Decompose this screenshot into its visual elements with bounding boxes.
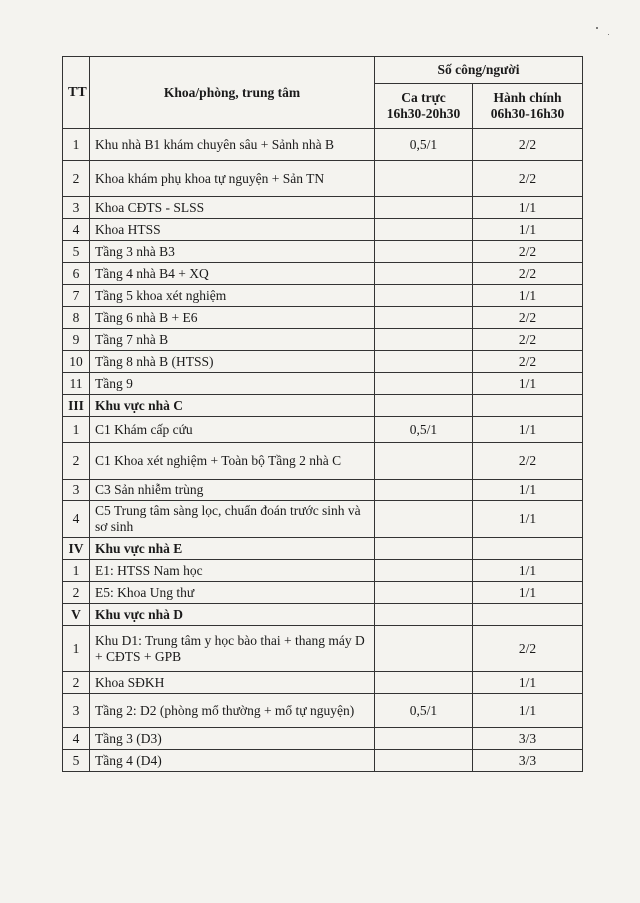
row-admin-value: 1/1 bbox=[473, 480, 583, 501]
header-shift-name: Ca trực bbox=[401, 90, 446, 105]
row-shift-value bbox=[375, 750, 473, 772]
row-number: 2 bbox=[63, 582, 90, 604]
table-row bbox=[63, 329, 583, 351]
row-department: Khu nhà B1 khám chuyên sâu + Sảnh nhà B bbox=[90, 129, 375, 161]
row-shift-value bbox=[375, 263, 473, 285]
table-row bbox=[63, 197, 583, 219]
row-department: C3 Sản nhiễm trùng bbox=[90, 480, 375, 501]
table-row bbox=[63, 285, 583, 307]
row-shift-value bbox=[375, 560, 473, 582]
table-row bbox=[63, 672, 583, 694]
row-number: 3 bbox=[63, 694, 90, 728]
row-number: 2 bbox=[63, 161, 90, 197]
row-department: Tầng 9 bbox=[90, 373, 375, 395]
row-department: Khoa CĐTS - SLSS bbox=[90, 197, 375, 219]
row-department: Khu D1: Trung tâm y học bào thai + thang máy D + CĐTS + GPB bbox=[90, 626, 375, 672]
row-department: Khu vực nhà C bbox=[90, 395, 375, 417]
row-department: Tầng 5 khoa xét nghiệm bbox=[90, 285, 375, 307]
row-number: 1 bbox=[63, 560, 90, 582]
row-admin-value: 1/1 bbox=[473, 373, 583, 395]
row-admin-value: 1/1 bbox=[473, 417, 583, 443]
table-row bbox=[63, 728, 583, 750]
header-admin-name: Hành chính bbox=[493, 90, 562, 105]
row-number: 2 bbox=[63, 443, 90, 480]
row-admin-value: 1/1 bbox=[473, 672, 583, 694]
row-admin-value: 1/1 bbox=[473, 197, 583, 219]
row-number: 4 bbox=[63, 728, 90, 750]
row-department: Tầng 7 nhà B bbox=[90, 329, 375, 351]
row-number: 10 bbox=[63, 351, 90, 373]
table-row bbox=[63, 373, 583, 395]
row-department: Tầng 4 nhà B4 + XQ bbox=[90, 263, 375, 285]
row-shift-value bbox=[375, 197, 473, 219]
row-shift-value bbox=[375, 672, 473, 694]
row-shift-value: 0,5/1 bbox=[375, 694, 473, 728]
row-number: III bbox=[63, 395, 90, 417]
table-row bbox=[63, 219, 583, 241]
row-number: 5 bbox=[63, 750, 90, 772]
row-department: E5: Khoa Ung thư bbox=[90, 582, 375, 604]
row-admin-value: 1/1 bbox=[473, 694, 583, 728]
table-row bbox=[63, 129, 583, 161]
row-admin-value: 2/2 bbox=[473, 351, 583, 373]
row-shift-value bbox=[375, 351, 473, 373]
row-number: 11 bbox=[63, 373, 90, 395]
row-admin-value bbox=[473, 538, 583, 560]
row-shift-value: 0,5/1 bbox=[375, 417, 473, 443]
row-number: 1 bbox=[63, 129, 90, 161]
scan-speck bbox=[608, 34, 609, 35]
table-row bbox=[63, 263, 583, 285]
table-row bbox=[63, 443, 583, 480]
row-number: 6 bbox=[63, 263, 90, 285]
table-row bbox=[63, 480, 583, 501]
table-row bbox=[63, 582, 583, 604]
section-row bbox=[63, 395, 583, 417]
row-shift-value bbox=[375, 285, 473, 307]
row-number: 2 bbox=[63, 672, 90, 694]
row-admin-value: 2/2 bbox=[473, 307, 583, 329]
row-number: 3 bbox=[63, 197, 90, 219]
row-number: 1 bbox=[63, 417, 90, 443]
row-department: C1 Khoa xét nghiệm + Toàn bộ Tầng 2 nhà C bbox=[90, 443, 375, 480]
row-shift-value bbox=[375, 626, 473, 672]
header-department: Khoa/phòng, trung tâm bbox=[90, 57, 375, 129]
row-admin-value: 1/1 bbox=[473, 285, 583, 307]
header-tt: TT bbox=[63, 57, 90, 129]
header-admin bbox=[473, 84, 583, 129]
section-row bbox=[63, 604, 583, 626]
row-shift-value bbox=[375, 329, 473, 351]
row-number: V bbox=[63, 604, 90, 626]
row-department: Khu vực nhà E bbox=[90, 538, 375, 560]
row-department: C5 Trung tâm sàng lọc, chuẩn đoán trước sinh và sơ sinh bbox=[90, 501, 375, 538]
row-number: 5 bbox=[63, 241, 90, 263]
row-admin-value: 2/2 bbox=[473, 329, 583, 351]
row-shift-value bbox=[375, 604, 473, 626]
header-admin-time: 06h30-16h30 bbox=[490, 106, 565, 121]
row-shift-value bbox=[375, 480, 473, 501]
table-row bbox=[63, 161, 583, 197]
row-admin-value: 2/2 bbox=[473, 161, 583, 197]
table-row bbox=[63, 501, 583, 538]
row-number: 8 bbox=[63, 307, 90, 329]
row-shift-value bbox=[375, 443, 473, 480]
row-shift-value bbox=[375, 728, 473, 750]
row-admin-value bbox=[473, 395, 583, 417]
table-body bbox=[63, 129, 583, 772]
row-admin-value: 3/3 bbox=[473, 750, 583, 772]
row-department: Tầng 4 (D4) bbox=[90, 750, 375, 772]
row-department: Khoa HTSS bbox=[90, 219, 375, 241]
row-department: Tầng 8 nhà B (HTSS) bbox=[90, 351, 375, 373]
table-row bbox=[63, 560, 583, 582]
header-shift bbox=[375, 84, 473, 129]
row-admin-value: 2/2 bbox=[473, 129, 583, 161]
row-admin-value: 3/3 bbox=[473, 728, 583, 750]
row-department: Khu vực nhà D bbox=[90, 604, 375, 626]
section-row bbox=[63, 538, 583, 560]
row-admin-value: 2/2 bbox=[473, 263, 583, 285]
row-number: 1 bbox=[63, 626, 90, 672]
row-shift-value: 0,5/1 bbox=[375, 129, 473, 161]
table-row bbox=[63, 750, 583, 772]
staffing-table bbox=[62, 56, 583, 772]
table-row bbox=[63, 351, 583, 373]
row-admin-value: 1/1 bbox=[473, 501, 583, 538]
table-row bbox=[63, 417, 583, 443]
row-number: 9 bbox=[63, 329, 90, 351]
row-shift-value bbox=[375, 582, 473, 604]
table-row bbox=[63, 241, 583, 263]
row-number: 4 bbox=[63, 219, 90, 241]
row-admin-value: 2/2 bbox=[473, 626, 583, 672]
header-shift-time: 16h30-20h30 bbox=[386, 106, 461, 121]
row-number: 3 bbox=[63, 480, 90, 501]
row-number: IV bbox=[63, 538, 90, 560]
row-department: C1 Khám cấp cứu bbox=[90, 417, 375, 443]
row-number: 4 bbox=[63, 501, 90, 538]
row-department: E1: HTSS Nam học bbox=[90, 560, 375, 582]
row-shift-value bbox=[375, 161, 473, 197]
row-shift-value bbox=[375, 373, 473, 395]
row-shift-value bbox=[375, 307, 473, 329]
row-shift-value bbox=[375, 501, 473, 538]
row-department: Tầng 2: D2 (phòng mổ thường + mổ tự nguyện) bbox=[90, 694, 375, 728]
row-admin-value: 1/1 bbox=[473, 219, 583, 241]
table-row bbox=[63, 694, 583, 728]
row-admin-value: 2/2 bbox=[473, 241, 583, 263]
row-admin-value bbox=[473, 604, 583, 626]
scan-speck bbox=[596, 27, 598, 29]
row-department: Khoa SĐKH bbox=[90, 672, 375, 694]
row-admin-value: 1/1 bbox=[473, 560, 583, 582]
row-department: Tầng 3 nhà B3 bbox=[90, 241, 375, 263]
row-shift-value bbox=[375, 395, 473, 417]
row-department: Tầng 6 nhà B + E6 bbox=[90, 307, 375, 329]
table-row bbox=[63, 307, 583, 329]
row-department: Tầng 3 (D3) bbox=[90, 728, 375, 750]
row-admin-value: 2/2 bbox=[473, 443, 583, 480]
header-workload-group: Số công/người bbox=[375, 57, 583, 84]
row-admin-value: 1/1 bbox=[473, 582, 583, 604]
row-shift-value bbox=[375, 241, 473, 263]
row-number: 7 bbox=[63, 285, 90, 307]
row-department: Khoa khám phụ khoa tự nguyện + Sản TN bbox=[90, 161, 375, 197]
row-shift-value bbox=[375, 219, 473, 241]
row-shift-value bbox=[375, 538, 473, 560]
table-row bbox=[63, 626, 583, 672]
